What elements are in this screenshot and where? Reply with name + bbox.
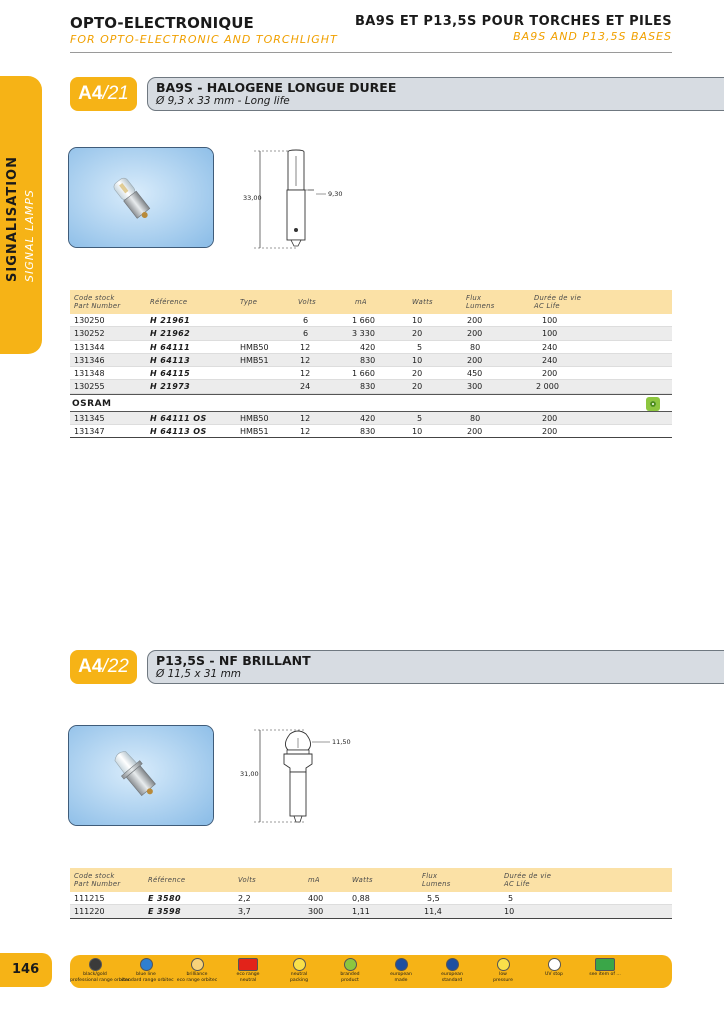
col-header-watts: Watts: [412, 298, 433, 306]
col-header-reference: Référence: [150, 298, 188, 306]
col-header-ma: mA: [355, 298, 367, 306]
col-header-reference: Référence: [148, 876, 186, 884]
col-header-code: Code stock Part Number: [74, 294, 121, 310]
legend-item: [427, 958, 477, 983]
table-row: 131345 H 64111 OS HMB50 12 420 5 80 200: [70, 412, 672, 425]
rohs-icon: [595, 958, 615, 971]
table-row: 131344 H 64111 HMB50 12 420 5 80 240: [70, 341, 672, 354]
eco-icon: [238, 958, 258, 971]
legend-item: [376, 958, 426, 983]
legend-item: [274, 958, 324, 983]
legend-bar: [70, 955, 672, 988]
dim-width-label: 9,30: [328, 190, 343, 198]
legend-sublabel: professional range orbitec: [70, 977, 131, 983]
section-code-badge: A4/21: [70, 77, 137, 111]
legend-item: [529, 958, 579, 978]
col-header-flux: Flux Lumens: [422, 872, 451, 888]
table-row: 130250 H 21961 6 1 660 10 200 100: [70, 314, 672, 327]
col-header-code: Code stock Part Number: [74, 872, 121, 888]
legend-label: neutral: [290, 972, 308, 977]
legend-sublabel: pressure: [493, 977, 513, 983]
legend-sublabel: neutral: [239, 977, 257, 983]
dim-width-label: 11,50: [332, 738, 351, 746]
legend-label: low: [499, 972, 507, 977]
category-sublabel: SIGNAL LAMPS: [23, 189, 36, 282]
legend-label: UV stop: [545, 972, 563, 977]
section-title-bar: [147, 77, 724, 111]
table-row: 131348 H 64115 12 1 660 20 450 200: [70, 367, 672, 380]
header-left: [70, 14, 338, 46]
legend-sublabel: made: [394, 977, 408, 983]
col-header-volts: Volts: [298, 298, 317, 306]
legend-label: black/gold: [83, 972, 107, 977]
legend-label: branded: [340, 972, 360, 977]
page-title: BA9S ET P13,5S POUR TORCHES ET PILES: [354, 14, 672, 29]
dim-height-label: 33,00: [243, 194, 262, 202]
legend-label: brilliance: [186, 972, 208, 977]
section-title-bar: [147, 650, 724, 684]
branded-product-icon: [646, 397, 660, 411]
legend-item: [121, 958, 174, 983]
page-number: 146: [0, 953, 52, 987]
uv-stop-icon: [548, 958, 561, 971]
table-row: 130252 H 21962 6 3 330 20 200 100: [70, 327, 672, 340]
legend-sublabel: standard: [441, 977, 463, 983]
legend-item: [478, 958, 528, 983]
table-row: 111220 E 3598 3,7 300 1,11 11,4 10: [70, 905, 672, 918]
category-label: SIGNALISATION: [5, 156, 20, 282]
section-a4-21-table: [70, 290, 672, 438]
legend-item: [580, 958, 630, 978]
catalog-title: OPTO-ELECTRONIQUE: [70, 14, 254, 32]
legend-item: [172, 958, 222, 983]
header-divider: [70, 52, 672, 53]
legend-label: european: [441, 972, 463, 977]
table-row: 131346 H 64113 HMB51 12 830 10 200 240: [70, 354, 672, 367]
brand-name: OSRAM: [72, 398, 112, 409]
legend-label: blue line: [136, 972, 156, 977]
col-header-life: Durée de vie AC Life: [504, 872, 552, 888]
section-title: P13,5S - NF BRILLANT: [156, 653, 311, 668]
dim-height-label: 31,00: [240, 770, 259, 778]
col-header-type: Type: [240, 298, 258, 306]
legend-label: eco range: [236, 972, 260, 977]
globe-icon: [140, 958, 153, 971]
legend-item: [223, 958, 273, 983]
section-code-badge: A4/22: [70, 650, 137, 684]
col-header-volts: Volts: [238, 876, 257, 884]
lamp-photo-ba9s: [68, 147, 214, 248]
table-header-row: [70, 290, 672, 314]
col-header-watts: Watts: [352, 876, 373, 884]
legend-sublabel: standard range orbitec: [121, 977, 174, 983]
col-header-ma: mA: [308, 876, 320, 884]
low-pressure-icon: [497, 958, 510, 971]
legend-label: european: [390, 972, 412, 977]
legend-sublabel: eco range orbitec: [176, 977, 218, 983]
parking-icon: [293, 958, 306, 971]
legend-sublabel: product: [341, 977, 359, 983]
ba9s-dimension-drawing: [238, 146, 358, 254]
bulb-icon: [89, 958, 102, 971]
col-header-flux: Flux Lumens: [466, 294, 495, 310]
brand-row-osram: [70, 394, 672, 412]
europe-icon: [395, 958, 408, 971]
target-icon: [344, 958, 357, 971]
lamp-ba9s-icon: [69, 148, 214, 248]
table-row: 130255 H 21973 24 830 20 300 2 000: [70, 380, 672, 393]
col-header-life: Durée de vie AC Life: [534, 294, 582, 310]
ce-icon: [446, 958, 459, 971]
legend-sublabel: packing: [289, 977, 309, 983]
legend-item: [325, 958, 375, 983]
p13-5s-dimension-drawing: [232, 726, 362, 826]
legend-label: see item of ...: [589, 972, 621, 977]
legend-item: [70, 958, 131, 983]
section-a4-22-table: [70, 868, 672, 919]
header-right: [355, 14, 672, 43]
sun-icon: [191, 958, 204, 971]
section-subtitle: Ø 9,3 x 33 mm - Long life: [156, 95, 290, 107]
lamp-p13-5s-icon: [69, 726, 214, 826]
lamp-photo-p13-5s: [68, 725, 214, 826]
page-subtitle: BA9S AND P13,5S BASES: [513, 30, 672, 43]
category-side-label: [6, 148, 40, 282]
table-row: 111215 E 3580 2,2 400 0,88 5,5 5: [70, 892, 672, 905]
section-subtitle: Ø 11,5 x 31 mm: [156, 668, 242, 680]
section-title: BA9S - HALOGENE LONGUE DUREE: [156, 80, 397, 95]
table-row: 131347 H 64113 OS HMB51 12 830 10 200 200: [70, 425, 672, 438]
catalog-subtitle: FOR OPTO-ELECTRONIC AND TORCHLIGHT: [70, 33, 338, 46]
table-header-row: [70, 868, 672, 892]
